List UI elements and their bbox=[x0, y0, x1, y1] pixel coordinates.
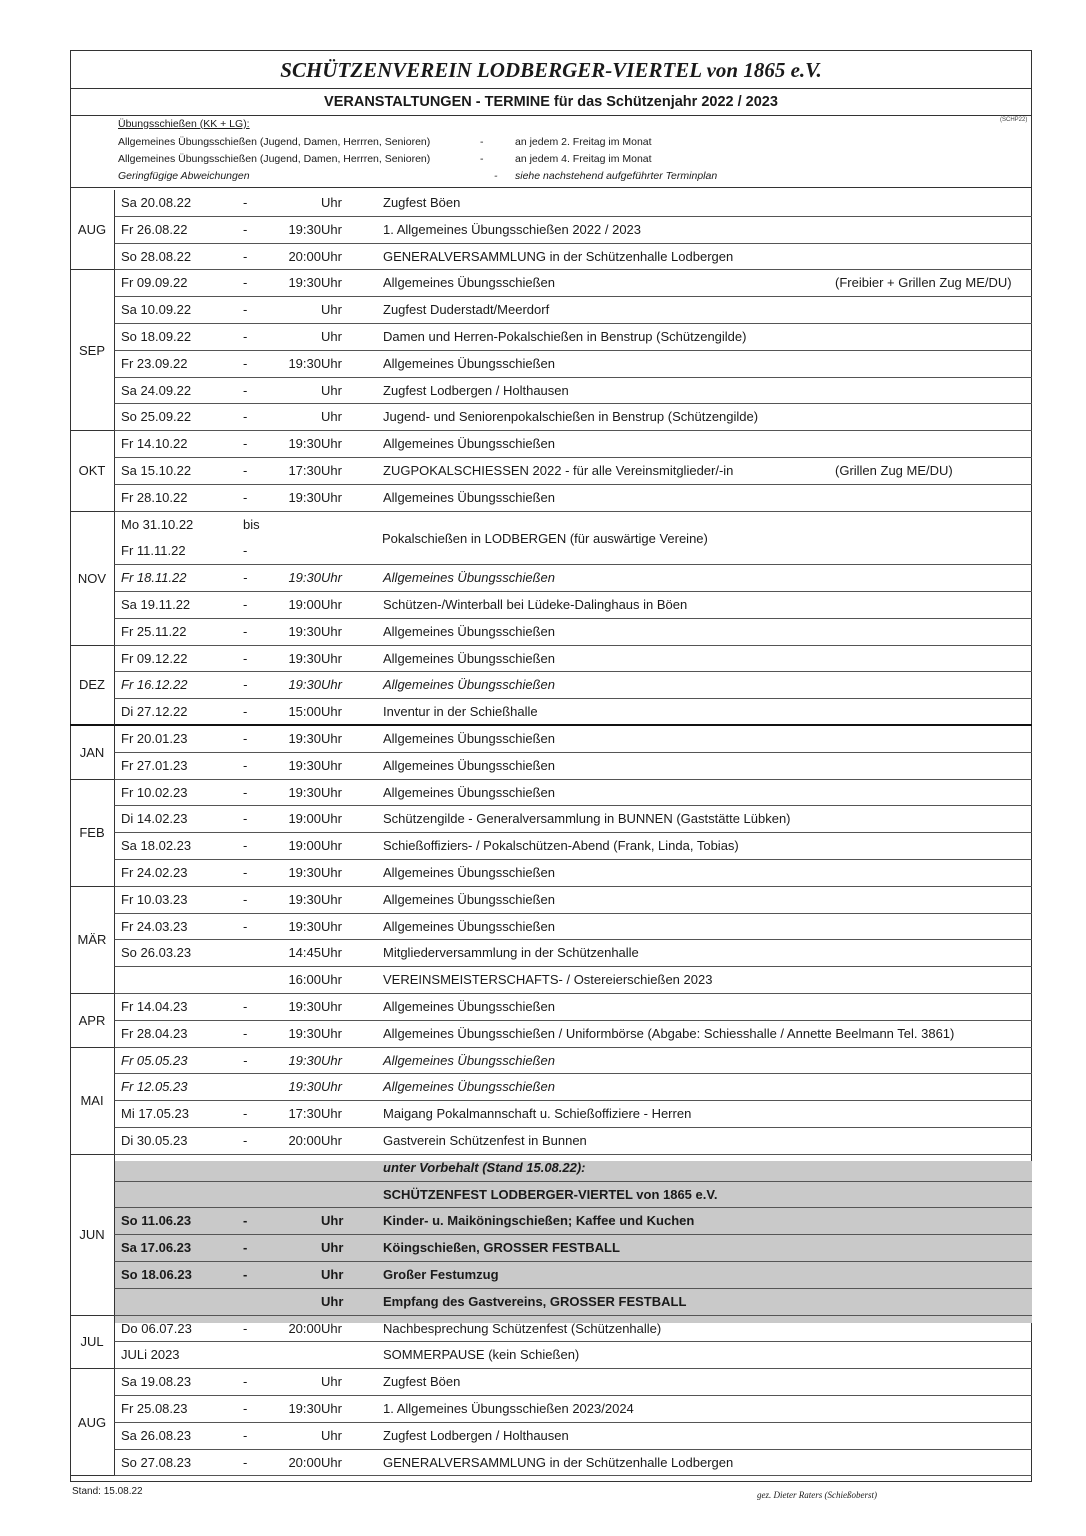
row-date: Di 14.02.23 bbox=[121, 811, 188, 827]
merged-event-cell: Pokalschießen in LODBERGEN (für auswärtige Vereine) bbox=[382, 531, 708, 546]
row-uhr: Uhr bbox=[321, 650, 342, 666]
table-row bbox=[114, 378, 1032, 405]
notes-line3-left: Geringfügige Abweichungen bbox=[118, 170, 250, 182]
row-separator: - bbox=[243, 999, 248, 1014]
row-time: 20:00 bbox=[288, 1320, 321, 1336]
row-event: SOMMERPAUSE (kein Schießen) bbox=[383, 1347, 580, 1363]
page-title: SCHÜTZENVEREIN LODBERGER-VIERTEL von 1865 e.V. bbox=[70, 52, 1032, 89]
month-label: MÄR bbox=[70, 887, 114, 994]
header-divider bbox=[70, 187, 1032, 188]
row-date: Fr 25.11.22 bbox=[121, 623, 187, 639]
row-uhr: Uhr bbox=[321, 1052, 342, 1068]
table-row bbox=[114, 1316, 1032, 1343]
row-event: SCHÜTZENFEST LODBERGER-VIERTEL von 1865 e.V. bbox=[383, 1186, 718, 1202]
table-row bbox=[114, 1289, 1032, 1316]
row-uhr: Uhr bbox=[321, 1374, 342, 1390]
table-row bbox=[114, 324, 1032, 351]
row-uhr: Uhr bbox=[321, 1267, 344, 1282]
table-row bbox=[114, 940, 1032, 967]
row-event: Nachbesprechung Schützenfest (Schützenhalle) bbox=[383, 1320, 662, 1336]
row-uhr: Uhr bbox=[321, 1240, 344, 1256]
notes-heading: Übungsschießen (KK + LG): bbox=[118, 118, 250, 130]
row-event: Mitgliederversammlung in der Schützenhalle bbox=[383, 945, 639, 961]
table-row bbox=[114, 485, 1032, 512]
row-event: Allgemeines Übungsschießen bbox=[383, 1079, 555, 1095]
row-separator: - bbox=[243, 918, 248, 934]
row-uhr: Uhr bbox=[321, 409, 342, 425]
row-event: GENERALVERSAMMLUNG in der Schützenhalle Lodbergen bbox=[383, 1454, 734, 1470]
row-separator: - bbox=[243, 436, 248, 452]
row-note: (Grillen Zug ME/DU) bbox=[835, 463, 953, 478]
row-separator: - bbox=[243, 677, 248, 693]
table-row bbox=[114, 1208, 1032, 1235]
row-date: Mo 31.10.22 bbox=[121, 516, 194, 532]
table-row bbox=[114, 780, 1032, 807]
row-uhr: Uhr bbox=[321, 704, 342, 720]
month-label: OKT bbox=[70, 431, 114, 511]
row-time: 19:30 bbox=[288, 999, 321, 1014]
table-row bbox=[114, 404, 1032, 431]
month-label: JAN bbox=[70, 726, 114, 780]
row-uhr: Uhr bbox=[321, 972, 342, 988]
row-event: Damen und Herren-Pokalschießen in Benstrup (Schützengilde) bbox=[383, 329, 747, 344]
row-separator: - bbox=[243, 1240, 248, 1256]
row-event: Allgemeines Übungsschießen bbox=[383, 355, 555, 371]
row-date: Fr 18.11.22 bbox=[121, 570, 187, 586]
row-separator: - bbox=[243, 1454, 248, 1470]
row-time: 19:30 bbox=[288, 570, 321, 586]
row-time: 19:30 bbox=[288, 436, 321, 452]
table-row bbox=[114, 1074, 1032, 1101]
month-label: NOV bbox=[70, 512, 114, 646]
row-uhr: Uhr bbox=[321, 1293, 344, 1309]
row-time: 19:30 bbox=[288, 757, 321, 773]
row-uhr: Uhr bbox=[321, 1079, 342, 1095]
row-separator: - bbox=[243, 650, 248, 666]
row-uhr: Uhr bbox=[321, 436, 342, 452]
row-date: So 18.06.23 bbox=[121, 1267, 192, 1282]
notes-line1-dash: - bbox=[480, 136, 484, 148]
month-label: MAI bbox=[70, 1048, 114, 1155]
row-time: 17:30 bbox=[288, 463, 321, 478]
month-label: SEP bbox=[70, 270, 114, 431]
table-row bbox=[114, 1048, 1032, 1075]
row-time: 19:30 bbox=[288, 918, 321, 934]
table-row bbox=[114, 1182, 1032, 1209]
row-separator: - bbox=[243, 704, 248, 720]
row-uhr: Uhr bbox=[321, 891, 342, 907]
row-uhr: Uhr bbox=[321, 784, 342, 800]
row-separator: - bbox=[243, 355, 248, 371]
row-event: Allgemeines Übungsschießen bbox=[383, 436, 555, 452]
row-uhr: Uhr bbox=[321, 623, 342, 639]
month-label: AUG bbox=[70, 1369, 114, 1476]
row-event: 1. Allgemeines Übungsschießen 2023/2024 bbox=[383, 1401, 634, 1416]
row-time: 19:30 bbox=[288, 221, 321, 237]
page-subtitle: VERANSTALTUNGEN - TERMINE für das Schützenjahr 2022 / 2023 bbox=[70, 89, 1032, 116]
table-row bbox=[114, 753, 1032, 780]
row-time: 17:30 bbox=[288, 1106, 321, 1122]
row-uhr: Uhr bbox=[321, 1320, 342, 1336]
row-event: Kinder- u. Maiköningschießen; Kaffee und Kuchen bbox=[383, 1213, 695, 1229]
row-date: Fr 25.08.23 bbox=[121, 1401, 188, 1416]
row-event: Zugfest Lodbergen / Holthausen bbox=[383, 382, 569, 398]
row-separator: - bbox=[243, 1374, 248, 1390]
table-row bbox=[114, 887, 1032, 914]
row-event: Allgemeines Übungsschießen bbox=[383, 623, 555, 639]
row-event: Empfang des Gastvereins, GROSSER FESTBALL bbox=[383, 1293, 687, 1309]
row-date: Fr 10.02.23 bbox=[121, 784, 188, 800]
row-uhr: Uhr bbox=[321, 463, 342, 478]
row-date: Fr 05.05.23 bbox=[121, 1052, 188, 1068]
row-separator: - bbox=[243, 1427, 248, 1443]
row-time: 20:00 bbox=[288, 248, 321, 264]
table-row bbox=[114, 1450, 1032, 1477]
row-uhr: Uhr bbox=[321, 489, 342, 505]
footer-stand: Stand: 15.08.22 bbox=[72, 1486, 143, 1497]
row-note: (Freibier + Grillen Zug ME/DU) bbox=[835, 275, 1012, 291]
row-date: Mi 17.05.23 bbox=[121, 1106, 189, 1122]
row-event: Gastverein Schützenfest in Bunnen bbox=[383, 1133, 587, 1148]
row-time: 19:00 bbox=[288, 811, 321, 827]
row-separator: - bbox=[243, 1052, 248, 1068]
row-date: Fr 14.04.23 bbox=[121, 999, 188, 1014]
month-label: JUL bbox=[70, 1316, 114, 1370]
row-date: So 11.06.23 bbox=[121, 1213, 192, 1229]
row-separator: - bbox=[243, 1213, 248, 1229]
row-uhr: Uhr bbox=[321, 1427, 342, 1443]
notes-line2-dash: - bbox=[480, 153, 484, 165]
row-date: JULi 2023 bbox=[121, 1347, 180, 1363]
row-time: 19:30 bbox=[288, 650, 321, 666]
row-separator: - bbox=[243, 1401, 248, 1416]
row-event: 1. Allgemeines Übungsschießen 2022 / 2023 bbox=[383, 221, 642, 237]
notes-line2-left: Allgemeines Übungsschießen (Jugend, Damen, Herrren, Senioren) bbox=[118, 153, 431, 165]
row-uhr: Uhr bbox=[321, 1454, 342, 1470]
row-uhr: Uhr bbox=[321, 1213, 344, 1229]
row-separator: - bbox=[243, 811, 248, 827]
month-label: JUN bbox=[70, 1155, 114, 1316]
row-date: Do 06.07.23 bbox=[121, 1320, 192, 1336]
row-event: Schützen-/Winterball bei Lüdeke-Dalinghaus in Böen bbox=[383, 597, 688, 612]
row-event: Köingschießen, GROSSER FESTBALL bbox=[383, 1240, 620, 1256]
row-time: 15:00 bbox=[288, 704, 321, 720]
row-event: GENERALVERSAMMLUNG in der Schützenhalle Lodbergen bbox=[383, 248, 734, 264]
table-row bbox=[114, 967, 1032, 994]
table-row bbox=[114, 914, 1032, 941]
row-uhr: Uhr bbox=[321, 1401, 342, 1416]
row-uhr: Uhr bbox=[321, 248, 342, 264]
row-event: Jugend- und Seniorenpokalschießen in Benstrup (Schützengilde) bbox=[383, 409, 759, 425]
table-row bbox=[114, 860, 1032, 887]
row-time: 19:00 bbox=[288, 597, 321, 612]
row-date: Sa 19.11.22 bbox=[121, 597, 191, 612]
row-event: Schießoffiziers- / Pokalschützen-Abend (Frank, Linda, Tobias) bbox=[383, 838, 739, 854]
row-date: Fr 10.03.23 bbox=[121, 891, 188, 907]
row-event: Allgemeines Übungsschießen bbox=[383, 275, 555, 291]
row-event: Zugfest Böen bbox=[383, 195, 461, 210]
row-date: Fr 09.09.22 bbox=[121, 275, 188, 291]
row-date: So 27.08.23 bbox=[121, 1454, 192, 1470]
row-uhr: Uhr bbox=[321, 597, 342, 612]
row-separator: - bbox=[243, 275, 248, 291]
row-uhr: Uhr bbox=[321, 382, 342, 398]
row-uhr: Uhr bbox=[321, 677, 342, 693]
table-row bbox=[114, 726, 1032, 753]
row-time: 19:30 bbox=[288, 731, 321, 746]
table-row bbox=[114, 565, 1032, 592]
table-row bbox=[114, 1021, 1032, 1048]
row-date: Fr 16.12.22 bbox=[121, 677, 188, 693]
row-uhr: Uhr bbox=[321, 195, 342, 210]
row-uhr: Uhr bbox=[321, 355, 342, 371]
row-time: 19:30 bbox=[288, 865, 321, 880]
table-row bbox=[114, 351, 1032, 378]
row-date: So 28.08.22 bbox=[121, 248, 192, 264]
table-row bbox=[114, 270, 1032, 297]
row-separator: - bbox=[243, 865, 248, 880]
row-event: Allgemeines Übungsschießen bbox=[383, 570, 555, 586]
row-uhr: Uhr bbox=[321, 731, 342, 746]
row-time: 20:00 bbox=[288, 1454, 321, 1470]
table-row bbox=[114, 1342, 1032, 1369]
row-date: Fr 27.01.23 bbox=[121, 757, 188, 773]
row-date: Fr 24.03.23 bbox=[121, 918, 188, 934]
row-uhr: Uhr bbox=[321, 838, 342, 854]
row-time: 19:30 bbox=[288, 677, 321, 693]
document-code: (SCHP22) bbox=[1000, 117, 1028, 123]
row-date: Fr 24.02.23 bbox=[121, 865, 188, 880]
row-uhr: Uhr bbox=[321, 865, 342, 880]
row-separator: - bbox=[243, 489, 248, 505]
row-time: 16:00 bbox=[288, 972, 321, 988]
row-separator: - bbox=[243, 1106, 248, 1122]
row-date: Sa 18.02.23 bbox=[121, 838, 192, 854]
row-date: Fr 11.11.22 bbox=[121, 543, 186, 559]
notes-line3-dash: - bbox=[494, 170, 498, 182]
row-event: VEREINSMEISTERSCHAFTS- / Ostereierschießen 2023 bbox=[383, 972, 713, 988]
table-row bbox=[114, 1155, 1032, 1182]
table-row bbox=[114, 699, 1032, 726]
row-date: So 25.09.22 bbox=[121, 409, 192, 425]
row-date: Sa 26.08.23 bbox=[121, 1427, 192, 1443]
row-separator: - bbox=[243, 838, 248, 854]
row-separator: - bbox=[243, 597, 248, 612]
row-uhr: Uhr bbox=[321, 570, 342, 586]
row-date: Sa 19.08.23 bbox=[121, 1374, 192, 1390]
row-separator: - bbox=[243, 302, 248, 318]
month-label: AUG bbox=[70, 190, 114, 270]
row-separator: - bbox=[243, 409, 248, 425]
row-event: Zugfest Lodbergen / Holthausen bbox=[383, 1427, 569, 1443]
row-uhr: Uhr bbox=[321, 329, 342, 344]
row-uhr: Uhr bbox=[321, 918, 342, 934]
row-event: Allgemeines Übungsschießen bbox=[383, 731, 555, 746]
row-separator: - bbox=[243, 543, 248, 559]
row-date: Sa 24.09.22 bbox=[121, 382, 192, 398]
row-date: Sa 20.08.22 bbox=[121, 195, 192, 210]
row-date: Fr 09.12.22 bbox=[121, 650, 188, 666]
row-separator: - bbox=[243, 731, 248, 746]
footer-signature: gez. Dieter Raters (Schießoberst) bbox=[757, 1490, 877, 1500]
row-event: Inventur in der Schießhalle bbox=[383, 704, 538, 720]
row-separator: - bbox=[243, 891, 248, 907]
row-date: Di 30.05.23 bbox=[121, 1133, 188, 1148]
row-uhr: Uhr bbox=[321, 1133, 342, 1148]
row-separator: bis bbox=[243, 516, 260, 532]
row-event: Großer Festumzug bbox=[383, 1267, 499, 1282]
notes-line1-right: an jedem 2. Freitag im Monat bbox=[515, 136, 652, 148]
row-event: unter Vorbehalt (Stand 15.08.22): bbox=[383, 1159, 586, 1175]
row-time: 19:30 bbox=[288, 275, 321, 291]
row-date: Sa 10.09.22 bbox=[121, 302, 192, 318]
row-event: Allgemeines Übungsschießen bbox=[383, 784, 555, 800]
row-date: Di 27.12.22 bbox=[121, 704, 188, 720]
row-date: Fr 12.05.23 bbox=[121, 1079, 188, 1095]
table-row bbox=[114, 297, 1032, 324]
row-time: 19:30 bbox=[288, 355, 321, 371]
row-date: So 18.09.22 bbox=[121, 329, 192, 344]
row-separator: - bbox=[243, 1267, 248, 1282]
row-event: Zugfest Böen bbox=[383, 1374, 461, 1390]
table-row bbox=[114, 994, 1032, 1021]
table-row bbox=[114, 1369, 1032, 1396]
row-uhr: Uhr bbox=[321, 757, 342, 773]
row-date: Fr 23.09.22 bbox=[121, 355, 188, 371]
row-event: Allgemeines Übungsschießen bbox=[383, 865, 555, 880]
row-event: Allgemeines Übungsschießen bbox=[383, 757, 555, 773]
table-row bbox=[114, 1396, 1032, 1423]
row-time: 19:30 bbox=[288, 1401, 321, 1416]
row-time: 19:30 bbox=[288, 489, 321, 505]
table-row bbox=[114, 646, 1032, 673]
row-uhr: Uhr bbox=[321, 275, 342, 291]
row-event: ZUGPOKALSCHIESSEN 2022 - für alle Vereinsmitglieder/-in bbox=[383, 463, 734, 478]
row-separator: - bbox=[243, 382, 248, 398]
month-label: APR bbox=[70, 994, 114, 1048]
row-separator: - bbox=[243, 463, 248, 478]
row-time: 19:30 bbox=[288, 784, 321, 800]
row-date: Fr 20.01.23 bbox=[121, 731, 188, 746]
table-row bbox=[114, 833, 1032, 860]
row-uhr: Uhr bbox=[321, 945, 342, 961]
table-row bbox=[114, 458, 1032, 485]
row-time: 14:45 bbox=[288, 945, 321, 961]
row-event: Allgemeines Übungsschießen bbox=[383, 677, 555, 693]
table-row bbox=[114, 1101, 1032, 1128]
row-time: 19:30 bbox=[288, 1052, 321, 1068]
row-date: Fr 28.10.22 bbox=[121, 489, 188, 505]
row-separator: - bbox=[243, 1133, 248, 1148]
table-row bbox=[114, 1262, 1032, 1289]
row-time: 19:30 bbox=[288, 891, 321, 907]
row-separator: - bbox=[243, 195, 248, 210]
row-time: 19:30 bbox=[288, 623, 321, 639]
row-separator: - bbox=[243, 757, 248, 773]
row-time: 19:00 bbox=[288, 838, 321, 854]
row-event: Allgemeines Übungsschießen bbox=[383, 489, 555, 505]
row-uhr: Uhr bbox=[321, 302, 342, 318]
row-separator: - bbox=[243, 1320, 248, 1336]
row-time: 20:00 bbox=[288, 1133, 321, 1148]
table-row bbox=[114, 217, 1032, 244]
row-uhr: Uhr bbox=[321, 1025, 342, 1041]
row-event: Maigang Pokalmannschaft u. Schießoffiziere - Herren bbox=[383, 1106, 692, 1122]
row-separator: - bbox=[243, 248, 248, 264]
table-row bbox=[114, 592, 1032, 619]
row-date: Sa 17.06.23 bbox=[121, 1240, 192, 1256]
row-date: Fr 26.08.22 bbox=[121, 221, 188, 237]
row-uhr: Uhr bbox=[321, 221, 342, 237]
month-label: DEZ bbox=[70, 646, 114, 726]
row-event: Schützengilde - Generalversammlung in BUNNEN (Gaststätte Lübken) bbox=[383, 811, 791, 827]
table-row bbox=[114, 244, 1032, 271]
row-uhr: Uhr bbox=[321, 1106, 342, 1122]
table-row bbox=[114, 190, 1032, 217]
table-row bbox=[114, 1128, 1032, 1155]
row-time: 19:30 bbox=[288, 1079, 321, 1095]
row-event: Allgemeines Übungsschießen / Uniformbörse (Abgabe: Schiesshalle / Annette Beelmann Tel. 3861) bbox=[383, 1025, 955, 1041]
row-event: Allgemeines Übungsschießen bbox=[383, 918, 555, 934]
row-uhr: Uhr bbox=[321, 999, 342, 1014]
row-separator: - bbox=[243, 623, 248, 639]
row-uhr: Uhr bbox=[321, 811, 342, 827]
table-row bbox=[114, 1423, 1032, 1450]
row-separator: - bbox=[243, 221, 248, 237]
notes-line1-left: Allgemeines Übungsschießen (Jugend, Damen, Herrren, Senioren) bbox=[118, 136, 431, 148]
notes-line2-right: an jedem 4. Freitag im Monat bbox=[515, 153, 652, 165]
row-date: Fr 14.10.22 bbox=[121, 436, 188, 452]
table-row bbox=[114, 1235, 1032, 1262]
row-event: Allgemeines Übungsschießen bbox=[383, 891, 555, 907]
row-separator: - bbox=[243, 570, 248, 586]
table-row bbox=[114, 672, 1032, 699]
table-row bbox=[114, 431, 1032, 458]
row-event: Allgemeines Übungsschießen bbox=[383, 1052, 555, 1068]
row-separator: - bbox=[243, 784, 248, 800]
row-time: 19:30 bbox=[288, 1025, 321, 1041]
row-date: Fr 28.04.23 bbox=[121, 1025, 188, 1041]
row-event: Allgemeines Übungsschießen bbox=[383, 650, 555, 666]
row-date: So 26.03.23 bbox=[121, 945, 192, 961]
table-row bbox=[114, 806, 1032, 833]
table-row bbox=[114, 619, 1032, 646]
notes-line3-right: siehe nachstehend aufgeführter Terminplan bbox=[515, 170, 718, 182]
row-separator: - bbox=[243, 1025, 248, 1041]
row-date: Sa 15.10.22 bbox=[121, 463, 192, 478]
row-separator: - bbox=[243, 329, 248, 344]
month-label: FEB bbox=[70, 780, 114, 887]
row-event: Zugfest Duderstadt/Meerdorf bbox=[383, 302, 550, 318]
row-event: Allgemeines Übungsschießen bbox=[383, 999, 555, 1014]
